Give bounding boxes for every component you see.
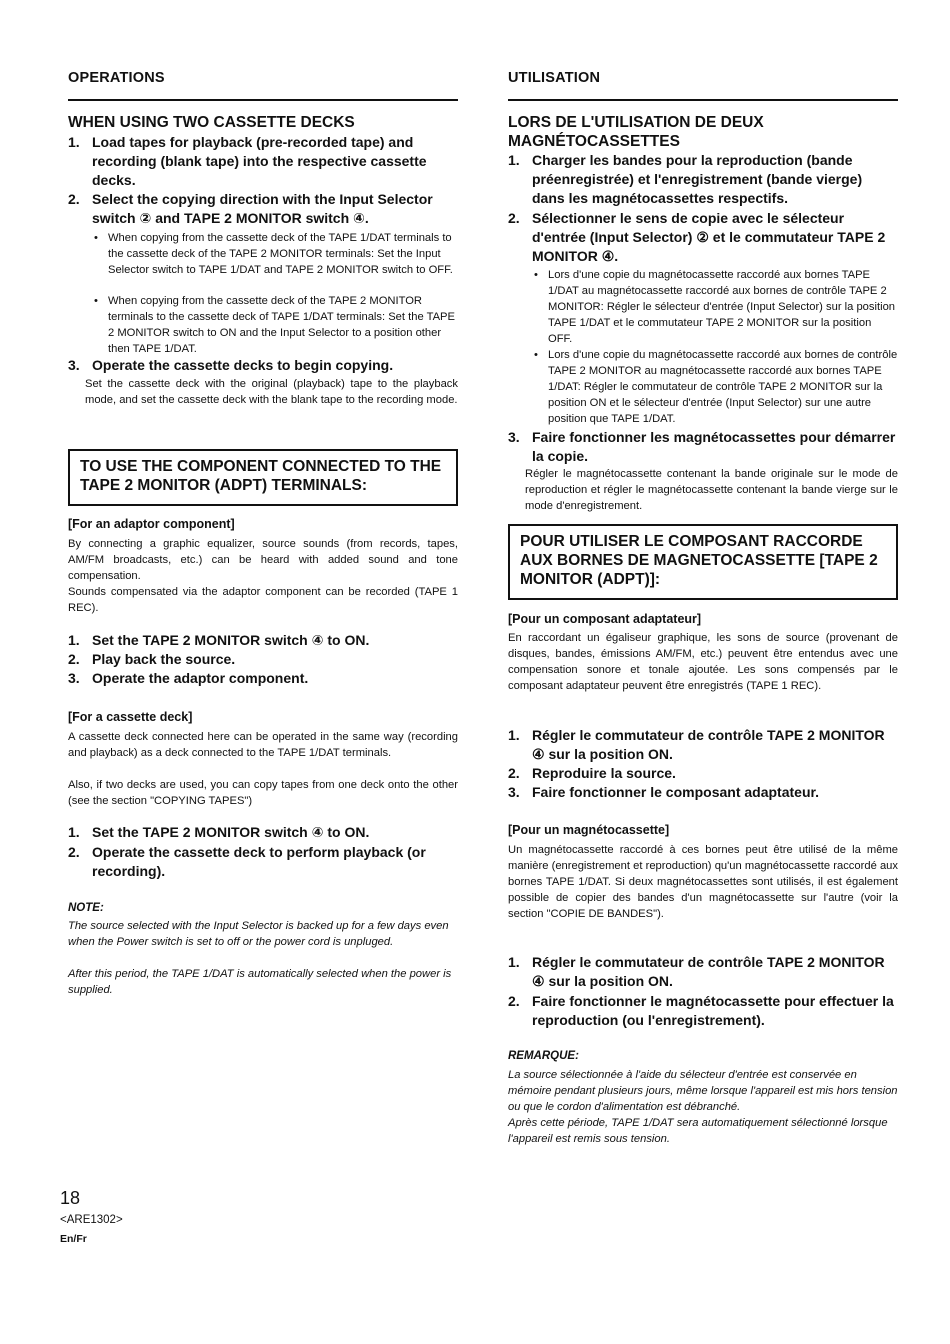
- section-header: OPERATIONS: [68, 70, 165, 86]
- note-heading: REMARQUE:: [508, 1050, 579, 1062]
- adaptor-step-2: 2. Reproduire la source.: [508, 765, 676, 781]
- header-rule: [68, 99, 458, 101]
- bullet-item: • When copying from the cassette deck of the TAPE 2 MONITOR terminals to the cassette deck of TAPE 1/DAT terminals: Set the TAPE 2 MONITOR switch to ON and the Input Selector to a position other then TAPE 1/DAT.: [90, 293, 458, 357]
- section-title: LORS DE L'UTILISATION DE DEUX MAGNÉTOCASSETTES: [508, 114, 764, 150]
- adaptor-step-1: 1. Régler le commutateur de contrôle TAPE 2 MONITOR ④ sur la position ON.: [508, 727, 885, 762]
- bullet-item: • Lors d'une copie du magnétocassette raccordé aux bornes TAPE 1/DAT au magnétocassette raccordé aux bornes de contrôle TAPE 2 MONITOR: Régler le sélecteur d'entrée (Input Selector) sur la position TAPE 1/DAT et le commutateur TAPE 2 MONITOR sur la position OFF.: [530, 267, 898, 347]
- adaptor-step-3: 3. Operate the adaptor component.: [68, 670, 309, 686]
- bullet-item: • Lors d'une copie du magnétocassette raccordé aux bornes de contrôle TAPE 2 MONITOR au magnétocassette raccordé aux bornes TAPE 1/DAT: Régler le commutateur de contrôle TAPE 2 MONITOR sur la position ON et le sélecteur d'entrée (Input Selector) sur une autre position que TAPE 1/DAT.: [530, 347, 898, 427]
- step-1: 1. Load tapes for playback (pre-recorded tape) and recording (blank tape) into the respective cassette decks.: [68, 134, 427, 188]
- adaptor-subheading: [For an adaptor component]: [68, 517, 235, 531]
- cassette-step-2: 2. Faire fonctionner le magnétocassette pour effectuer la reproduction (ou l'enregistrement).: [508, 993, 894, 1028]
- note-text: The source selected with the Input Selector is backed up for a few days even when the Power switch is set to off or the power cord is unpluged.: [68, 920, 449, 948]
- adaptor-step-2: 2. Play back the source.: [68, 651, 236, 667]
- adaptor-step-1: 1. Set the TAPE 2 MONITOR switch ④ to ON.: [68, 632, 370, 648]
- header-rule: [508, 99, 898, 101]
- page-number: 18: [60, 1188, 81, 1208]
- step-1: 1. Charger les bandes pour la reproduction (bande préenregistrée) et l'enregistrement (bande vierge) dans les magnétocassettes respectifs.: [508, 152, 863, 206]
- adaptor-subheading: [Pour un composant adaptateur]: [508, 612, 702, 626]
- cassette-step-2: 2. Operate the cassette deck to perform playback (or recording).: [68, 844, 426, 879]
- cassette-subheading: [Pour un magnétocassette]: [508, 823, 670, 837]
- box-title: TO USE THE COMPONENT CONNECTED TO THE TAPE 2 MONITOR (ADPT) TERMINALS:: [80, 458, 442, 494]
- bullet-item: • When copying from the cassette deck of the TAPE 1/DAT terminals to the cassette deck of the TAPE 2 MONITOR terminals: Set the Input Selector switch to TAPE 1/DAT and TAPE 2 MONITOR switch to OFF.: [90, 230, 458, 278]
- adaptor-step-3: 3. Faire fonctionner le composant adaptateur.: [508, 784, 820, 800]
- cassette-step-1: 1. Régler le commutateur de contrôle TAPE 2 MONITOR ④ sur la position ON.: [508, 954, 885, 989]
- cassette-text: A cassette deck connected here can be operated in the same way (recording and playback) as a deck connected to the TAPE 1/DAT terminals.: [68, 731, 458, 759]
- step-2: 2. Select the copying direction with the Input Selector switch ② and TAPE 2 MONITOR switch ④.: [68, 191, 433, 226]
- section-title: WHEN USING TWO CASSETTE DECKS: [68, 114, 355, 131]
- note-heading: NOTE:: [68, 902, 104, 914]
- step-3-text: Set the cassette deck with the original (playback) tape to the playback mode, and set the cassette deck with the blank tape to the recording mode.: [85, 378, 458, 406]
- adaptor-text: En raccordant un égaliseur graphique, les sons de source (provenant de disques, bandes, émissions AM/FM, etc.) peuvent être entendus avec une compensation sonore et tonale ajoutée. Les sons compensés par le composant adaptateur peuvent être enregistrés (TAPE 1 REC).: [508, 632, 898, 692]
- cassette-step-1: 1. Set the TAPE 2 MONITOR switch ④ to ON.: [68, 824, 370, 840]
- cassette-text-2: Also, if two decks are used, you can copy tapes from one deck onto the other (see the section "COPYING TAPES"): [68, 779, 458, 807]
- cassette-text: Un magnétocassette raccordé à ces bornes peut être utilisé de la même manière (enregistrement et reproduction) qu'un magnétocassette raccordé aux bornes TAPE 1/DAT. Si deux magnétocassettes sont utilisés, il est également possible de copier des bandes d'un magnétocassette sur l'autre (voir la section "COPIE DE BANDES").: [508, 844, 898, 920]
- step-3: 3. Operate the cassette decks to begin copying.: [68, 357, 394, 373]
- note-text-2: After this period, the TAPE 1/DAT is automatically selected when the power is supplied.: [68, 968, 452, 996]
- section-header: UTILISATION: [508, 70, 601, 86]
- adaptor-text-2: Sounds compensated via the adaptor component can be recorded (TAPE 1 REC).: [68, 586, 458, 614]
- cassette-subheading: [For a cassette deck]: [68, 710, 193, 724]
- note-text: La source sélectionnée à l'aide du sélecteur d'entrée est conservée en mémoire pendant plusieurs jours, même lorsque l'appareil est mis hors tension ou que le cordon d'alimentation est débranché.: [508, 1069, 898, 1113]
- box-title: POUR UTILISER LE COMPOSANT RACCORDE AUX BORNES DE MAGNETOCASSETTE [TAPE 2 MONITOR (ADPT)]:: [520, 533, 878, 588]
- boxed-heading: [508, 524, 898, 600]
- document-code: <ARE1302>: [60, 1214, 123, 1226]
- boxed-heading: [68, 449, 458, 506]
- note-text-2: Après cette période, TAPE 1/DAT sera automatiquement sélectionné lorsque l'appareil est remis sous tension.: [508, 1117, 888, 1145]
- adaptor-text: By connecting a graphic equalizer, source sounds (from records, tapes, AM/FM broadcasts, etc.) can be heard with added sound and tone compensation.: [68, 538, 458, 582]
- language-label: En/Fr: [60, 1233, 87, 1245]
- step-2: 2. Sélectionner le sens de copie avec le sélecteur d'entrée (Input Selector) ② et le commutateur TAPE 2 MONITOR ④.: [508, 210, 886, 264]
- step-3: 3. Faire fonctionner les magnétocassettes pour démarrer la copie.: [508, 429, 896, 464]
- step-3-text: Régler le magnétocassette contenant la bande originale sur le mode de reproduction et régler le magnétocassette contenant la bande vierge sur le mode d'enregistrement.: [525, 468, 898, 512]
